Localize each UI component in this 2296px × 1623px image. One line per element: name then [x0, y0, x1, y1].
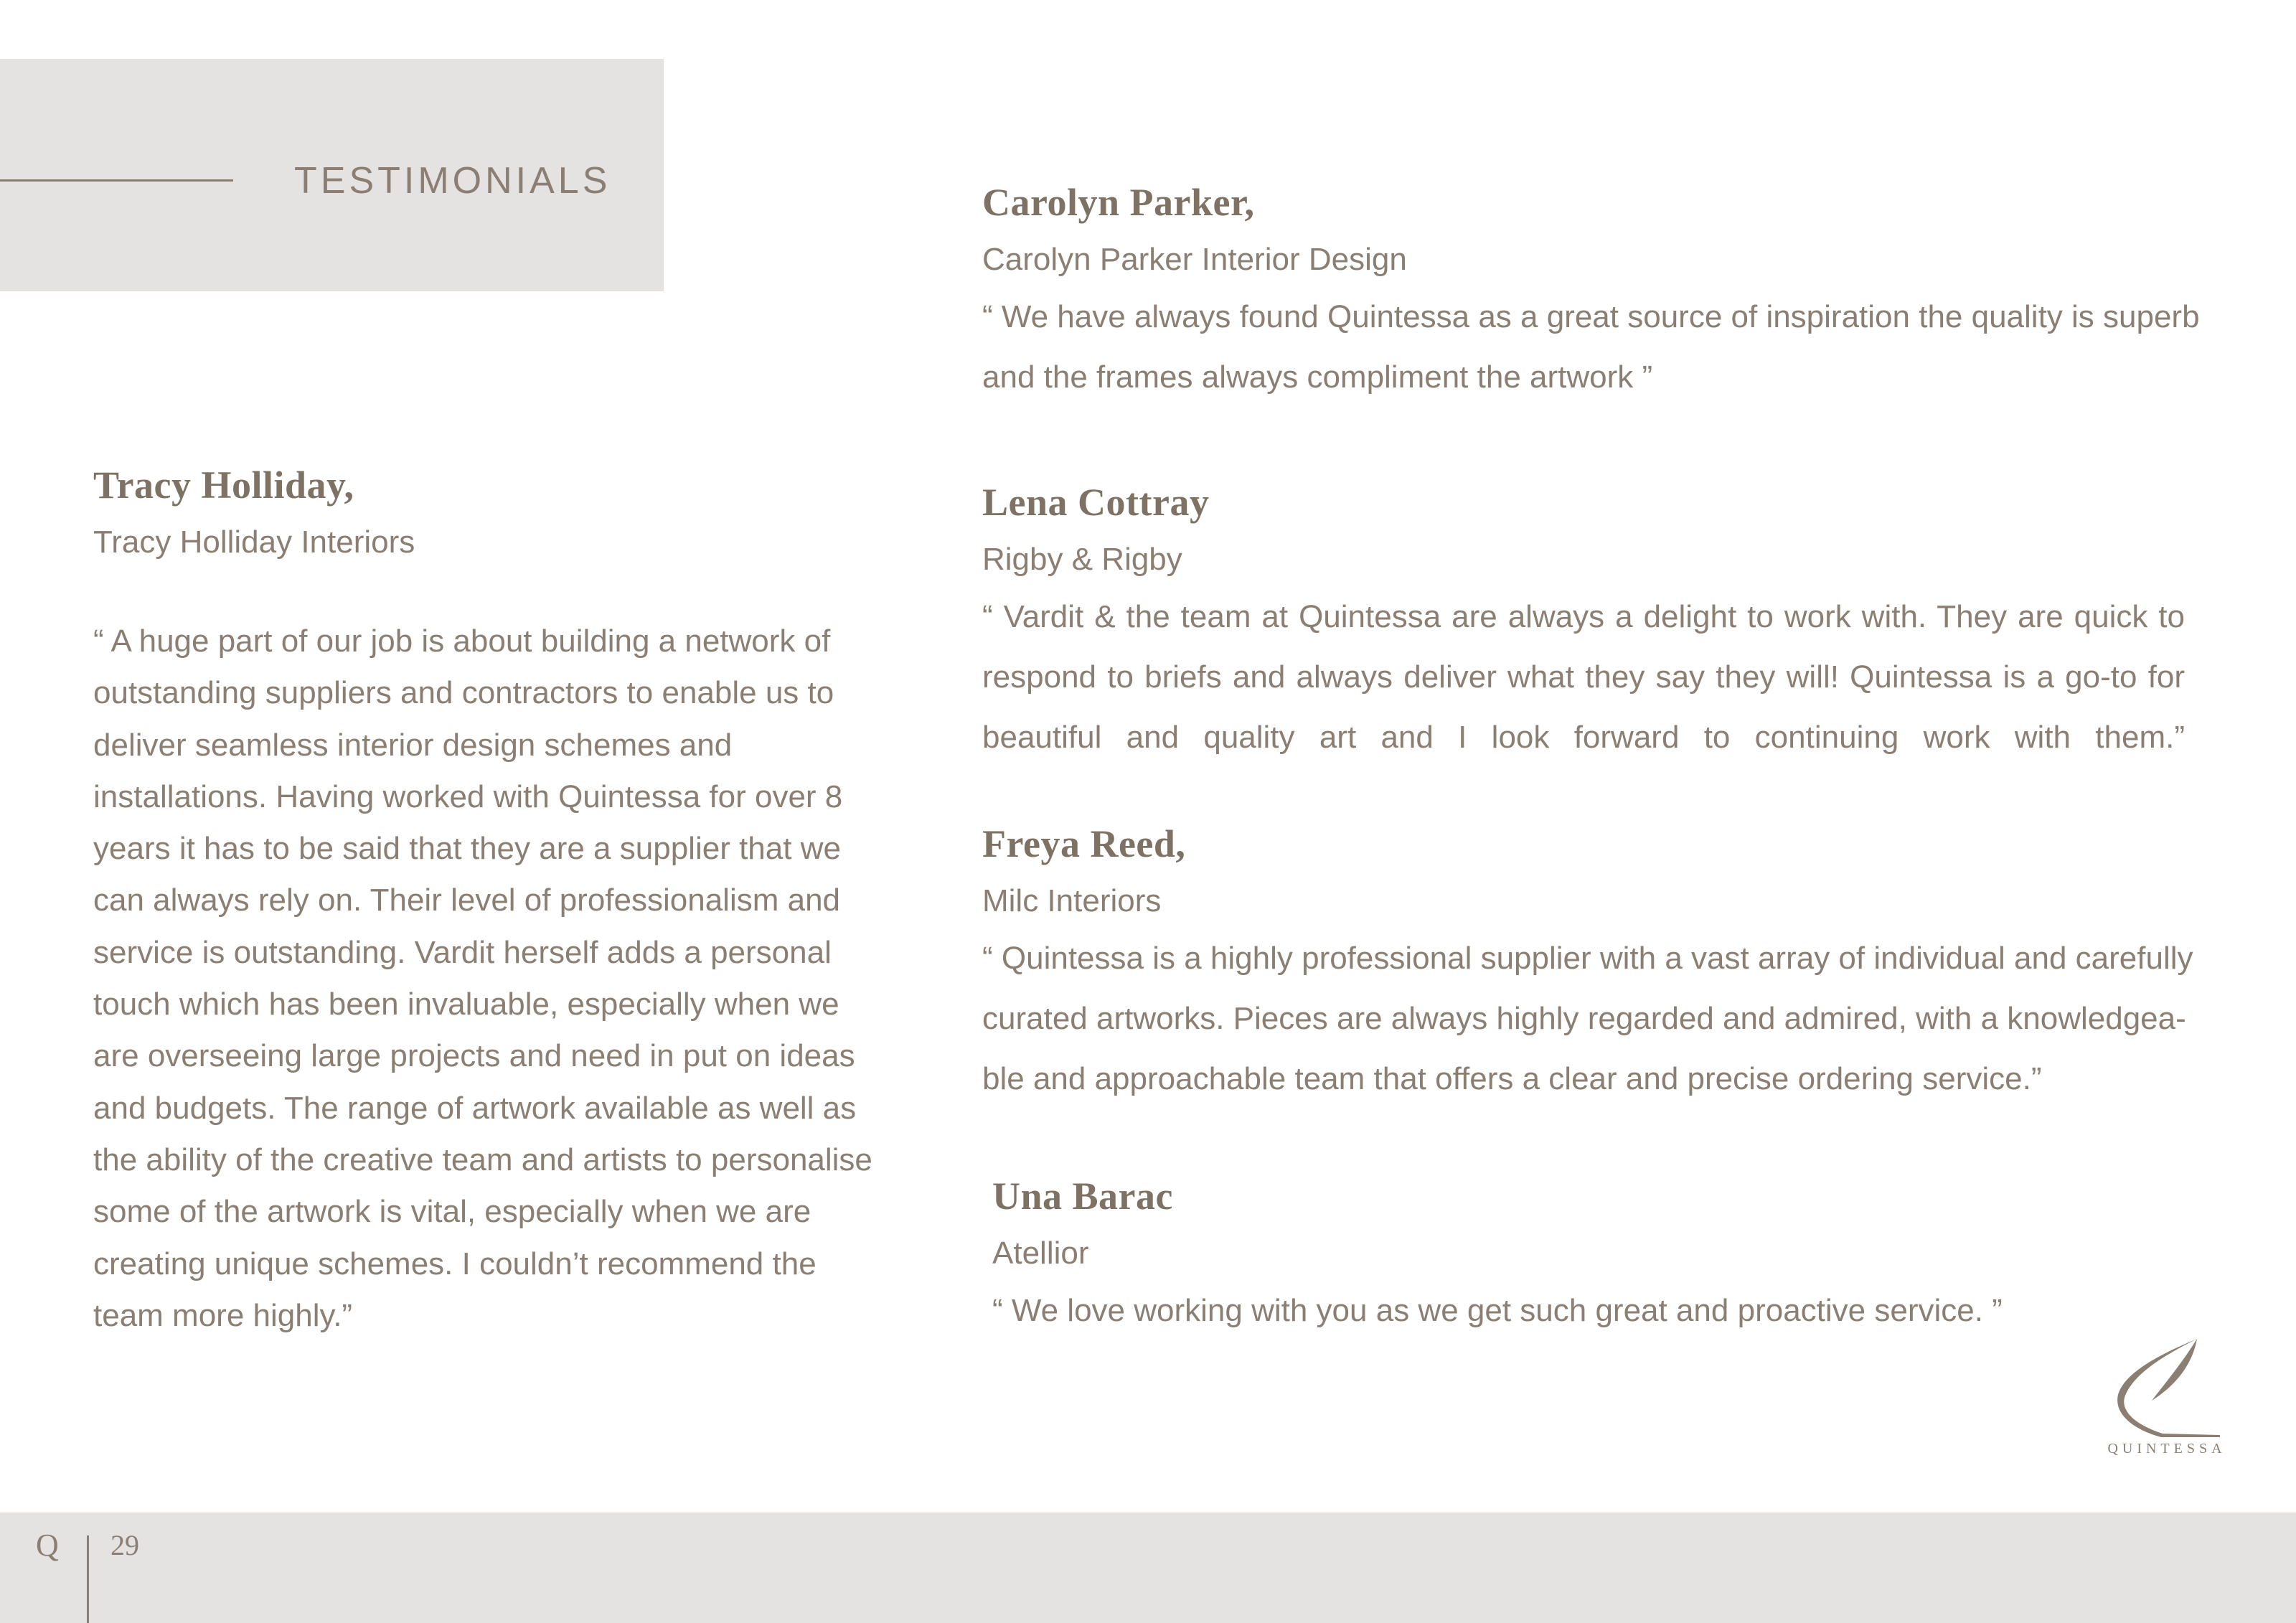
testimonial-lena-cottray [982, 479, 2185, 768]
testimonial-tracy-holliday [93, 462, 890, 1342]
testimonial-company: Milc Interiors [982, 883, 1162, 918]
testimonial-una-barac [992, 1173, 2212, 1341]
testimonial-quote: “ We love working with you as we get such great and proactive service. ” [992, 1293, 2003, 1328]
testimonial-company: Carolyn Parker Interior Design [982, 242, 1407, 277]
logo-wordmark: QUINTESSA [2107, 1441, 2226, 1457]
testimonial-quote: “ A huge part of our job is about building a network of outstanding suppliers and contractors to enable us to deliver seamless interior design schemes and installations. Having worked with Quintessa for over 8 years it has to be said that they are a supplier that we can always rely on. Their level of professionalism and service is outstanding. Vardit herself adds a personal touch which has been invaluable, especially when we are overseeing large projects and need in put on ideas and budgets. The range of artwork available as well as the ability of the creative team and artists to personalise some of the artwork is vital, especially when we are creating unique schemes. I couldn’t recommend the team more highly.” [93, 624, 872, 1333]
page-number: 29 [110, 1529, 139, 1561]
testimonial-name: Carolyn Parker, [982, 181, 1255, 224]
quintessa-q-logo-icon [2112, 1335, 2220, 1439]
footer-divider [87, 1535, 89, 1623]
testimonial-name: Freya Reed, [982, 822, 1186, 865]
page-title: TESTIMONIALS [294, 160, 611, 202]
testimonial-name: Lena Cottray [982, 481, 1210, 524]
footer-letter: Q [36, 1528, 59, 1563]
testimonial-quote: “ We have always found Quintessa as a great source of inspiration the quality is superb and the frames always compliment the artwork ” [982, 299, 2200, 395]
testimonial-name: Una Barac [992, 1175, 1173, 1218]
testimonial-quote: “ Quintessa is a highly professional supplier with a vast array of individual and carefully curated artworks. Pieces are always highly regarded and admired, with a knowledgea-ble and approachable team that offers a clear and precise ordering service.” [982, 941, 2193, 1096]
footer-bar [0, 1513, 2296, 1623]
header-rule [0, 179, 233, 182]
testimonial-company: Rigby & Rigby [982, 542, 1182, 577]
quintessa-logo [2102, 1335, 2231, 1464]
testimonial-carolyn-parker [982, 179, 2202, 408]
testimonial-company: Atellior [992, 1236, 1089, 1271]
testimonial-name: Tracy Holliday, [93, 464, 354, 507]
testimonial-company: Tracy Holliday Interiors [93, 524, 415, 560]
testimonial-quote: “ Vardit & the team at Quintessa are always a delight to work with. They are quick to respond to briefs and always deliver what they say they will! Quintessa is a go-to for beautiful and quality art and I look forward to continuing work with them.” [982, 599, 2185, 755]
testimonial-freya-reed [982, 821, 2202, 1109]
